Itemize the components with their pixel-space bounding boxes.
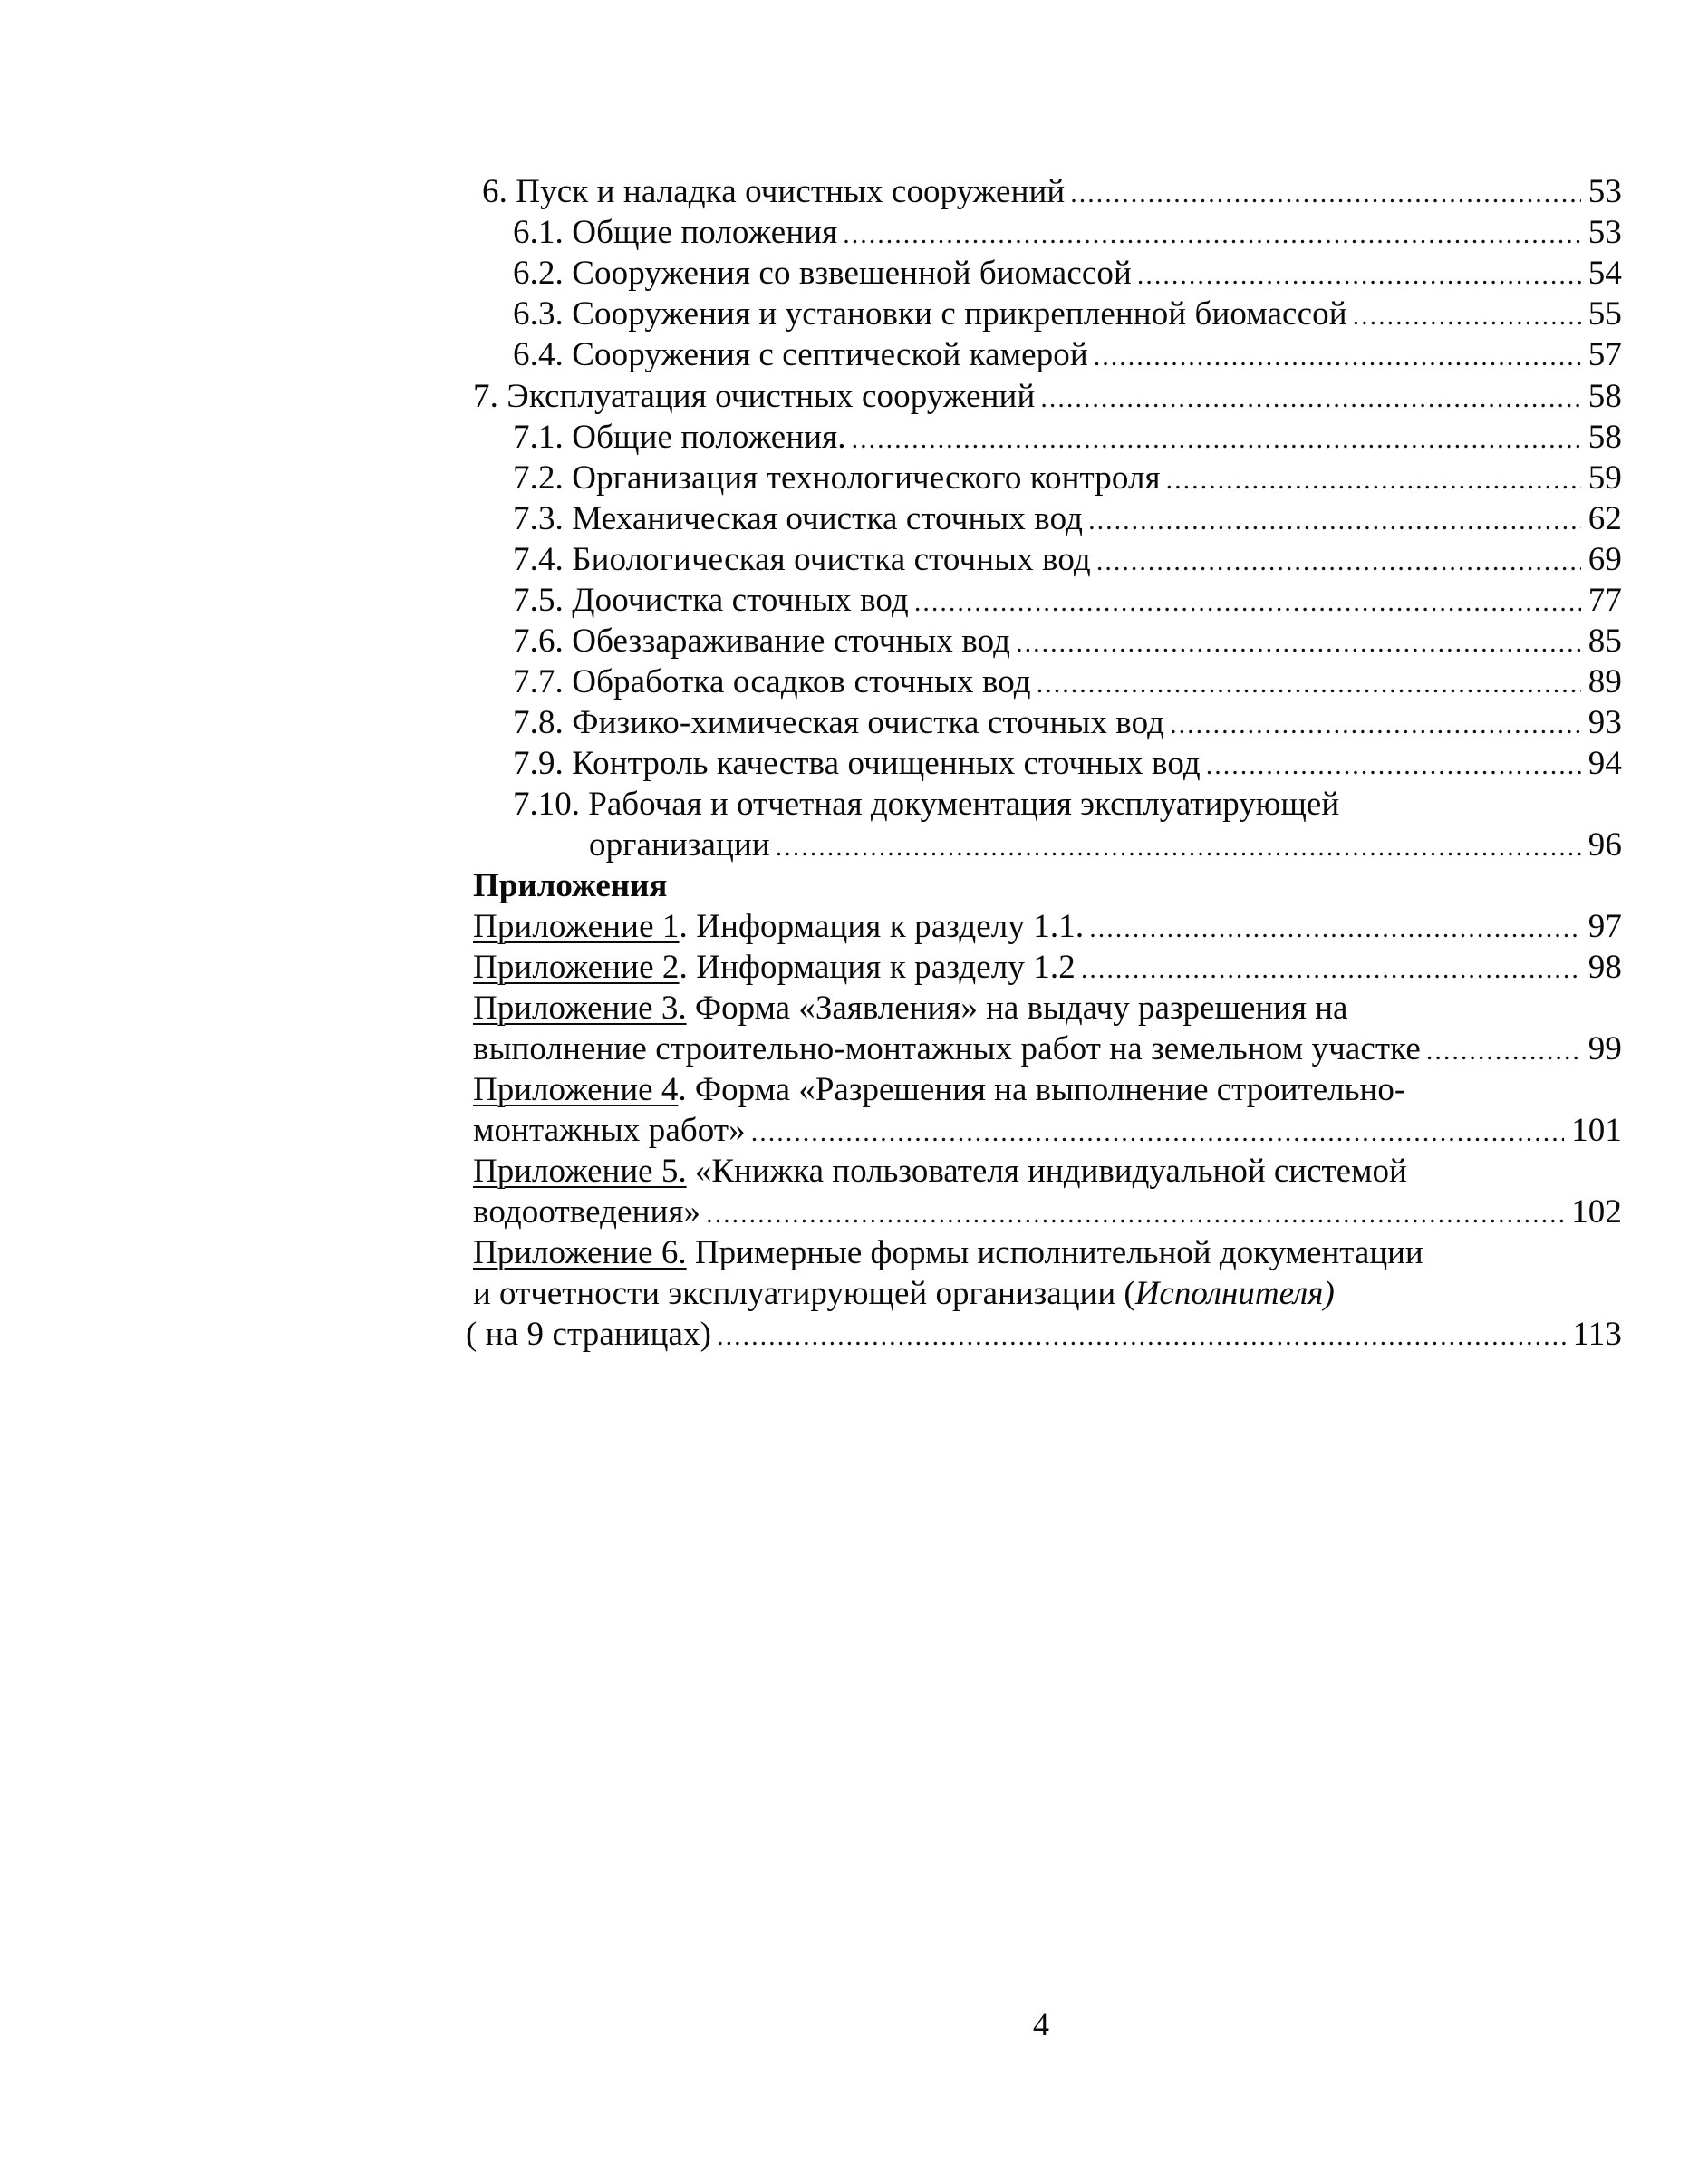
dot-leader [1426,1031,1581,1071]
toc-entry-title: 6.2. Сооружения со взвешенной биомассой [513,255,1132,292]
appendix-title: . Информация к разделу 1.2 [679,949,1076,986]
toc-entry-title: 7.1. Общие положения. [513,419,846,456]
toc-entry-title: 7.3. Механическая очистка сточных вод [513,500,1084,537]
appendix-entry-6-line2 [473,1274,1335,1314]
dot-leader [751,1113,1564,1153]
toc-entry-6-4[interactable] [513,335,1622,375]
toc-entry-6-1[interactable] [513,213,1622,253]
toc-entry-page: 101 [1571,1112,1622,1149]
dot-leader [1040,379,1580,419]
dot-leader [717,1317,1565,1357]
toc-entry-7-2[interactable] [513,459,1622,498]
toc-entry-6-3[interactable] [513,294,1622,334]
dot-leader [1096,542,1581,582]
toc-entry-page: 53 [1587,214,1622,251]
appendix-label[interactable]: Приложение 4 [473,1071,679,1108]
dot-leader [1088,501,1581,541]
dot-leader [1206,746,1581,786]
toc-entry-page: 55 [1587,295,1622,333]
dot-leader [776,827,1581,867]
toc-entry-7[interactable] [473,377,1622,417]
toc-entry-title: монтажных работ» [473,1112,746,1149]
toc-entry-title: 6.3. Сооружения и установки с прикрепленной биомассой [513,295,1347,333]
toc-entry-title: выполнение строительно-монтажных работ на земельном участке [473,1030,1421,1067]
appendices-heading: Приложения [473,867,668,904]
toc-entry-page: 53 [1587,173,1622,210]
toc-entry-7-10[interactable] [589,825,1622,865]
dot-leader [1016,623,1581,663]
toc-entry-title: 6. Пуск и наладка очистных сооружений [482,173,1066,210]
dot-leader [706,1194,1564,1234]
toc-entry-title: ( на 9 страницах) [466,1316,712,1353]
toc-entry-7-10-line1: 7.10. Рабочая и отчетная документация эксплуатирующей [513,786,1340,823]
appendix-entry-4-line1 [473,1070,1405,1110]
toc-entry-page: 96 [1587,826,1622,864]
dot-leader [1353,296,1581,336]
appendix-title: Форма «Заявления» на выдачу разрешения на [686,990,1348,1027]
appendix-title: «Книжка пользователя индивидуальной системой [686,1153,1407,1190]
appendix-title: . Информация к разделу 1.1. [679,908,1085,945]
toc-entry-7-5[interactable] [513,581,1622,621]
toc-entry-7-3[interactable] [513,499,1622,539]
toc-entry-page: 93 [1587,704,1622,741]
toc-entry-page: 99 [1587,1030,1622,1067]
appendix-label[interactable]: Приложение 1 [473,908,680,945]
toc-entry-title: 7.4. Биологическая очистка сточных вод [513,541,1091,578]
toc-entry-title: 7.9. Контроль качества очищенных сточных вод [513,745,1201,782]
toc-entry-7-4[interactable] [513,540,1622,580]
page-number: 4 [1033,2006,1049,2042]
appendix-entry-1[interactable] [473,907,1622,947]
appendix-entry-5-line1 [473,1152,1407,1192]
toc-entry-page: 77 [1587,582,1622,619]
appendix-label[interactable]: Приложение 3. [473,990,687,1027]
dot-leader [914,583,1581,623]
appendix-entry-6-line1 [473,1233,1423,1273]
toc-entry-title: 7. Эксплуатация очистных сооружений [473,378,1036,415]
toc-entry-page: 102 [1571,1193,1622,1231]
toc-entry-page: 59 [1587,459,1622,497]
toc-entry-7-1[interactable] [513,418,1622,458]
appendix-entry-5[interactable] [473,1192,1622,1232]
toc-entry-page: 62 [1587,500,1622,537]
dot-leader [1170,705,1581,745]
appendix-title: и отчетности эксплуатирующей организации ( [473,1275,1135,1312]
appendix-entry-3[interactable] [473,1029,1622,1069]
toc-entry-page: 57 [1587,336,1622,373]
dot-leader [1166,460,1581,500]
toc-entry-title: 6.1. Общие положения [513,214,838,251]
toc-entry-page: 89 [1587,663,1622,700]
toc-entry-page: 97 [1587,908,1622,945]
toc-entry-page: 69 [1587,541,1622,578]
dot-leader [1089,909,1581,949]
appendix-title-italic: Исполнителя) [1134,1275,1335,1312]
toc-entry-title: 7.5. Доочистка сточных вод [513,582,909,619]
toc-entry-title: 6.4. Сооружения с септической камерой [513,336,1088,373]
toc-entry-title: организации [589,826,770,864]
toc-entry-6-2[interactable] [513,254,1622,294]
dot-leader [1037,664,1581,704]
dot-leader [843,215,1581,255]
appendix-label[interactable]: Приложение 2 [473,949,680,986]
toc-entry-title: 7.2. Организация технологического контроля [513,459,1161,497]
toc-entry-page: 113 [1572,1316,1622,1353]
appendix-title: . Форма «Разрешения на выполнение строительно- [678,1071,1406,1108]
dot-leader [1070,174,1581,214]
appendix-label[interactable]: Приложение 5. [473,1153,687,1190]
dot-leader [1094,337,1581,377]
toc-entry-title: водоотведения» [473,1193,701,1231]
toc-entry-page: 58 [1587,378,1622,415]
dot-leader [1081,950,1581,990]
toc-entry-7-7[interactable] [513,662,1622,702]
toc-entry-page: 98 [1587,949,1622,986]
toc-entry-title: 7.6. Обеззараживание сточных вод [513,623,1011,660]
appendix-title: Примерные формы исполнительной документации [686,1234,1423,1271]
toc-entry-title [473,948,1076,988]
toc-entry-page: 85 [1587,623,1622,660]
toc-entry-title: 7.7. Обработка осадков сточных вод [513,663,1031,700]
appendix-entry-2[interactable] [473,948,1622,988]
dot-leader [1137,256,1581,295]
appendix-entry-4[interactable] [473,1111,1622,1151]
toc-entry-title: 7.8. Физико-химическая очистка сточных вод [513,704,1165,741]
appendix-entry-6[interactable] [466,1315,1622,1355]
toc-entry-6[interactable] [482,172,1622,212]
appendix-label[interactable]: Приложение 6. [473,1234,687,1271]
dot-leader [852,420,1581,459]
toc-entry-7-9[interactable] [513,744,1622,784]
toc-entry-page: 94 [1587,745,1622,782]
toc-entry-page: 58 [1587,419,1622,456]
toc-entry-7-6[interactable] [513,622,1622,661]
toc-entry-page: 54 [1587,255,1622,292]
toc-entry-7-8[interactable] [513,703,1622,743]
appendix-entry-3-line1 [473,989,1347,1028]
toc-entry-title [473,907,1084,947]
